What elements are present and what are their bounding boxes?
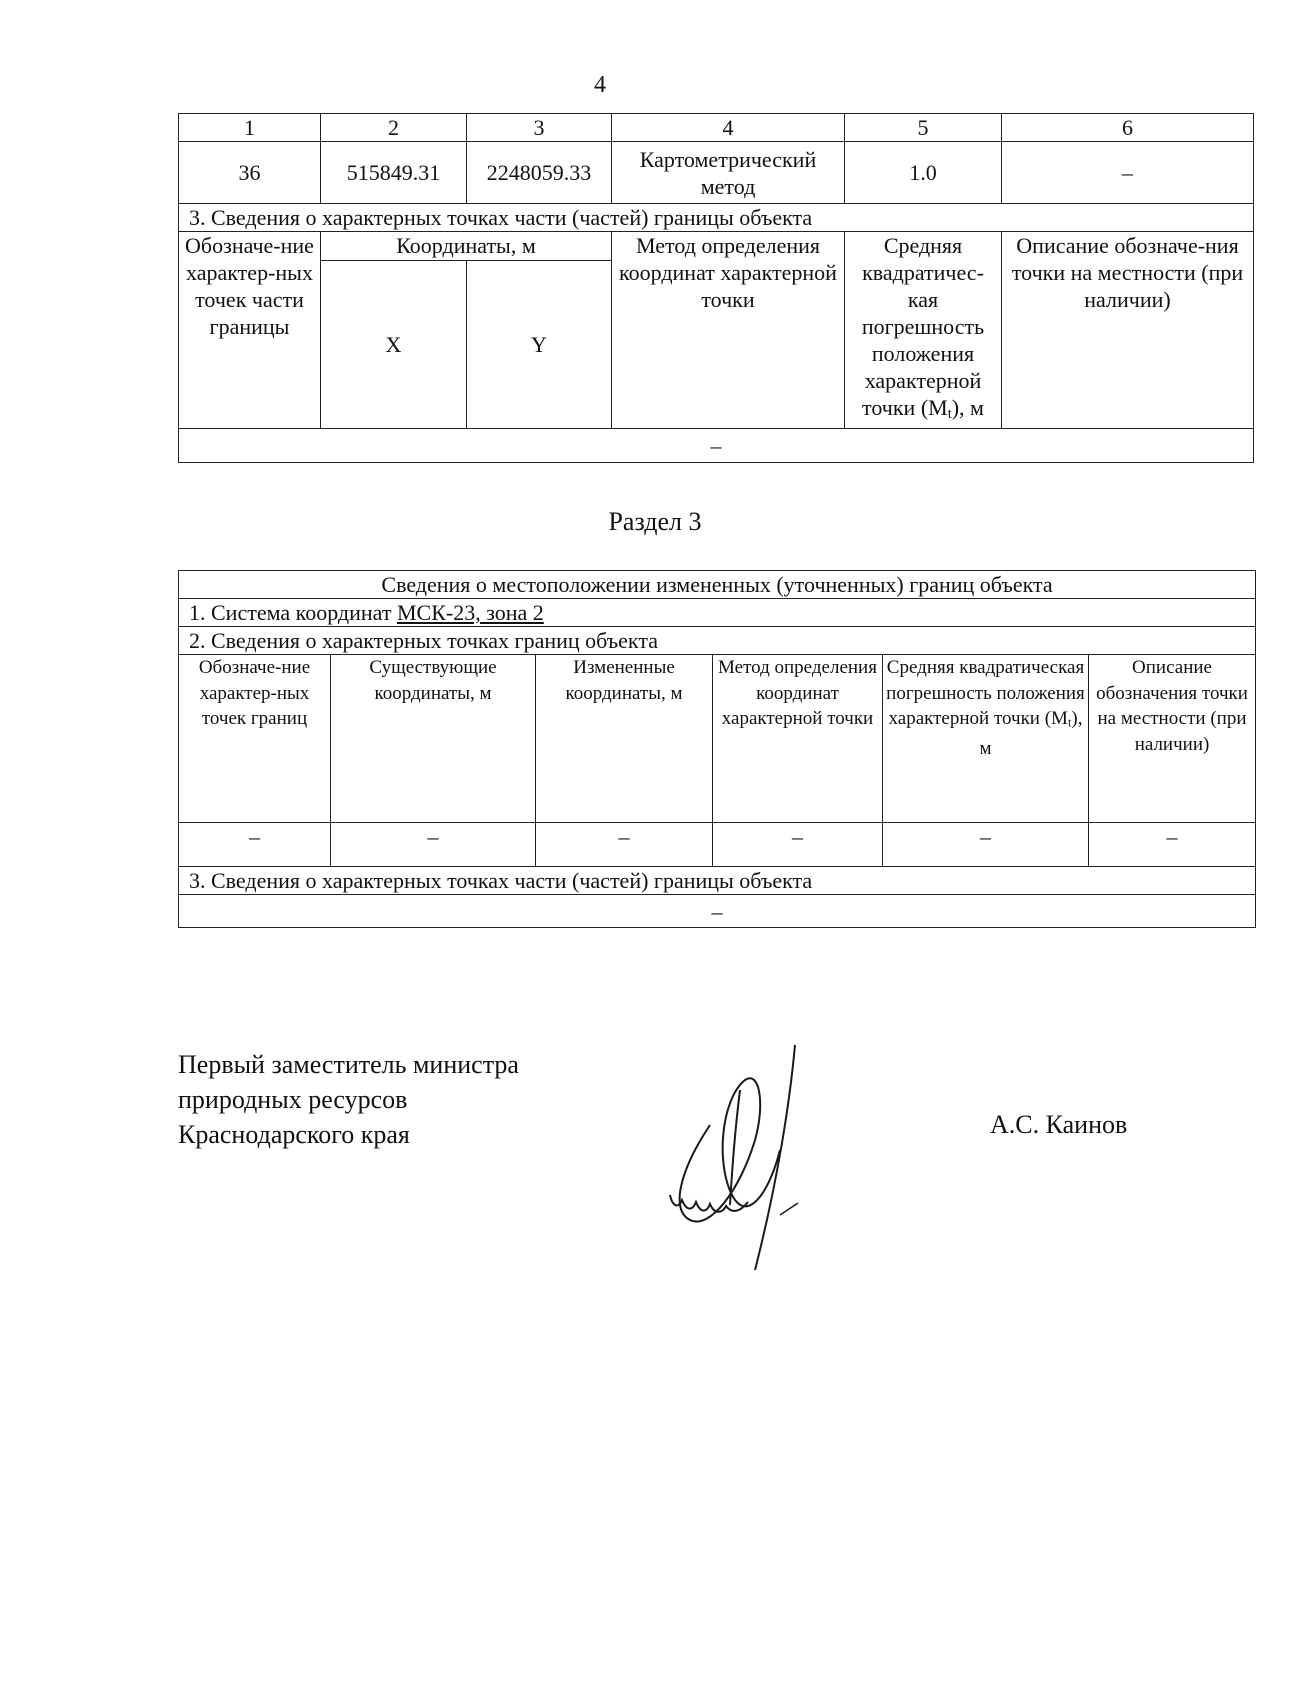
table-title: Сведения о местоположении измененных (уточненных) границ объекта [179,571,1256,599]
dash-cell: – [1089,823,1256,867]
description-header: Описание обозначе-ния точки на местности (при наличии) [1002,232,1254,429]
changed-boundaries-table [178,570,1256,928]
table-row [179,142,1254,204]
section-title: Раздел 3 [608,507,702,536]
designation-header: Обозначе-ние характер-ных точек границ [179,655,331,823]
dash-cell: – [883,823,1089,867]
signatory-position [178,1047,519,1152]
handwritten-signature [660,1020,860,1280]
empty-row: – [179,895,1256,928]
dash-cell: – [179,823,331,867]
column-number: 6 [1002,114,1254,142]
point-cell: 36 [179,142,321,204]
accuracy-header: Средняя квадратичес-кая погрешность положения характерной точки (Mt), м [845,232,1002,429]
description-header: Описание обозначения точки на местности (при наличии) [1089,655,1256,823]
empty-row: – [179,428,1254,462]
subsection-title: 2. Сведения о характерных точках границ объекта [179,627,1256,655]
method-header: Метод определения координат характерной точки [612,232,845,429]
method-header: Метод определения координат характерной точки [713,655,883,823]
position-line: Первый заместитель министра [178,1050,519,1079]
y-header: Y [467,261,612,429]
method-cell: Картометрический метод [612,142,845,204]
column-number: 5 [845,114,1002,142]
position-line: Краснодарского края [178,1120,410,1149]
subsection-title: 3. Сведения о характерных точках части (частей) границы объекта [179,204,1254,232]
table-row [179,823,1256,867]
existing-coordinates-header: Существующие координаты, м [331,655,536,823]
column-number: 3 [467,114,612,142]
x-header: X [321,261,467,429]
column-number: 1 [179,114,321,142]
column-number-row [179,114,1254,142]
description-cell: – [1002,142,1254,204]
designation-header: Обозначе-ние характер-ных точек части границы [179,232,321,429]
coordinate-system-value: МСК-23, зона 2 [396,600,544,625]
coordinates-header: Координаты, м [321,232,612,261]
column-number: 2 [321,114,467,142]
points-table-continued [178,113,1254,463]
column-number: 4 [612,114,845,142]
accuracy-header: Средняя квадратическая погрешность положения характерной точки $(M_t)$, м [883,655,1089,823]
signatory-name: А.С. Каинов [990,1110,1128,1139]
x-cell: 515849.31 [321,142,467,204]
changed-coordinates-header: Измененные координаты, м [536,655,713,823]
position-line: природных ресурсов [178,1085,408,1114]
y-cell: 2248059.33 [467,142,612,204]
dash-cell: – [713,823,883,867]
page-number: 4 [594,72,606,98]
dash-cell: – [331,823,536,867]
coordinate-system-row: 1. Система координат МСК-23, зона 2 [179,599,1256,627]
subsection-title: 3. Сведения о характерных точках части (частей) границы объекта [179,867,1256,895]
dash-cell: – [536,823,713,867]
accuracy-cell: 1.0 [845,142,1002,204]
